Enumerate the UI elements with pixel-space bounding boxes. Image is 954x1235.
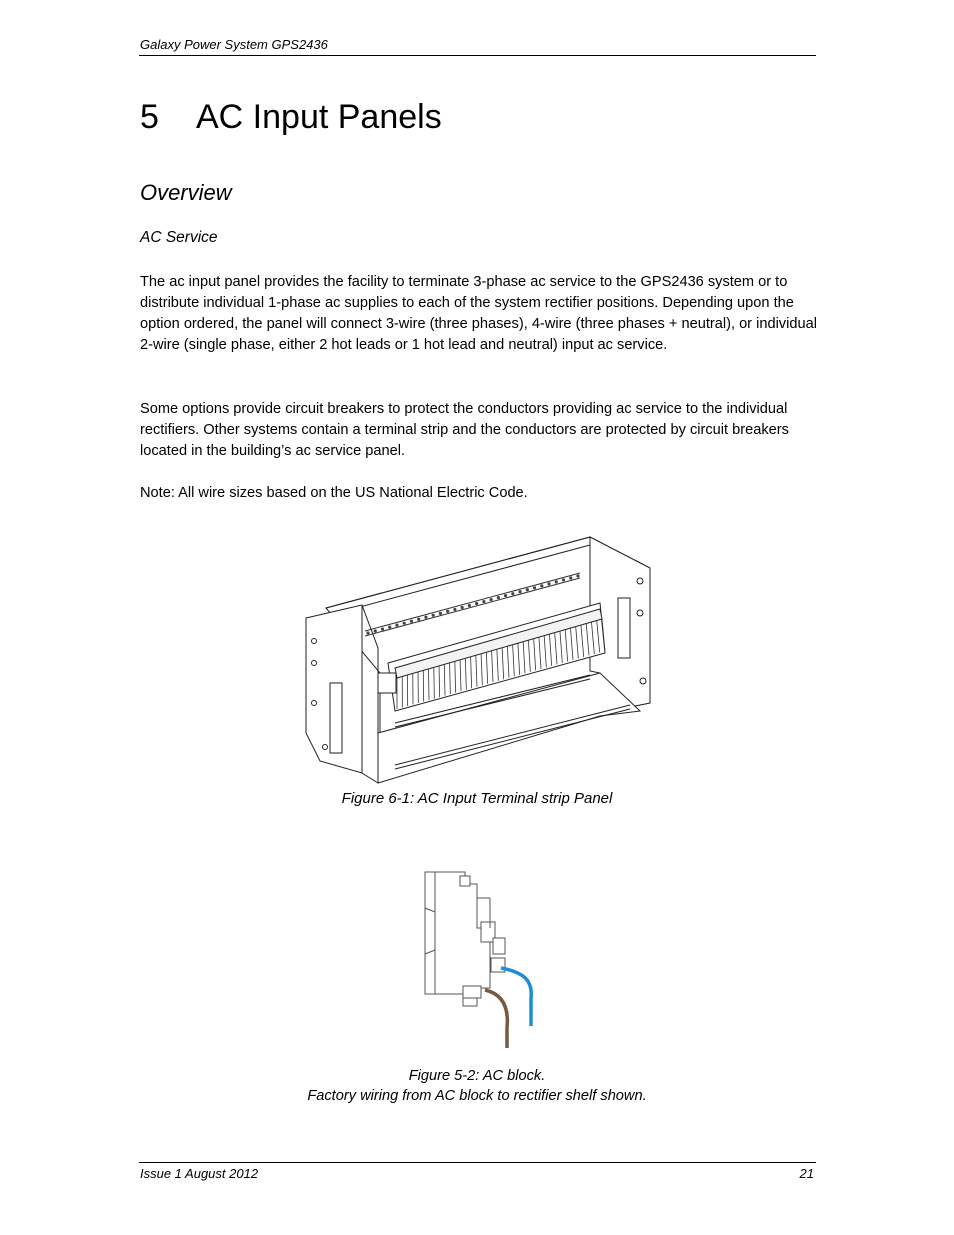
ac-block-drawing: [415, 868, 545, 1053]
rail-screw: [403, 622, 406, 625]
subsection-heading: AC Service: [140, 229, 218, 246]
note-paragraph: Note: All wire sizes based on the US National Electric Code.: [140, 485, 528, 501]
footer-issue-date: Issue 1 August 2012: [140, 1166, 259, 1181]
rail-screw: [490, 598, 493, 601]
footer-divider: [139, 1162, 816, 1163]
rail-screw: [482, 600, 485, 603]
rail-screw: [439, 612, 442, 615]
rail-screw: [576, 574, 579, 577]
rail-screw: [453, 608, 456, 611]
terminal-block-divider: [434, 667, 435, 698]
chapter-title: AC Input Panels: [196, 98, 442, 136]
terminal-strip-panel-drawing: [300, 533, 655, 788]
figure-2-caption-description: Factory wiring from AC block to rectifier shelf shown.: [307, 1088, 647, 1104]
rail-screw: [569, 576, 572, 579]
body-paragraph-1: The ac input panel provides the facility to terminate 3-phase ac service to the GPS2436 system or to distribute individual 1-phase ac supplies to each of the system rectifier positions. Depending upon the option ordered, the panel will connect 3-wire (three phases), 4-wire (three phases + neutral), or individual 2-wire (single phase, either 2 hot leads or 1 hot lead and neutral) input ac service.: [140, 274, 817, 353]
rail-screw: [475, 602, 478, 605]
rail-screw: [555, 580, 558, 583]
rail-screw: [410, 620, 413, 623]
terminal-strip-panel-figure: [300, 533, 655, 788]
rail-screw: [511, 592, 514, 595]
rail-screw: [366, 631, 369, 634]
rail-screw: [540, 584, 543, 587]
brown-wire: [485, 990, 507, 1048]
rail-screw: [432, 614, 435, 617]
chapter-heading: [140, 98, 442, 137]
rail-screw: [424, 616, 427, 619]
ac-block-figure: [415, 868, 545, 1053]
rail-screw: [533, 586, 536, 589]
rail-screw: [547, 582, 550, 585]
rail-screw: [518, 590, 521, 593]
rail-screw: [388, 626, 391, 629]
page-number: 21: [799, 1166, 814, 1181]
section-heading: Overview: [140, 180, 232, 205]
chapter-number: 5: [140, 98, 159, 136]
rail-screw: [504, 594, 507, 597]
rail-screw: [562, 578, 565, 581]
header-divider: [139, 55, 816, 56]
rail-screw: [497, 596, 500, 599]
body-paragraph-2: Some options provide circuit breakers to protect the conductors providing ac service to the individual rectifiers. Other systems contain a terminal strip and the conductors are protected by circuit breakers located in the building’s ac service panel.: [140, 401, 789, 459]
rail-screw: [468, 604, 471, 607]
rail-screw: [374, 629, 377, 632]
figure-2-caption: Figure 5-2: AC block.: [408, 1068, 546, 1084]
rail-screw: [526, 588, 529, 591]
rail-screw: [395, 624, 398, 627]
rail-screw: [461, 606, 464, 609]
rail-screw: [381, 627, 384, 630]
figure-1-caption: Figure 6-1: AC Input Terminal strip Panel: [341, 790, 613, 807]
rail-screw: [417, 618, 420, 621]
rail-screw: [446, 610, 449, 613]
running-header: Galaxy Power System GPS2436: [140, 37, 328, 52]
